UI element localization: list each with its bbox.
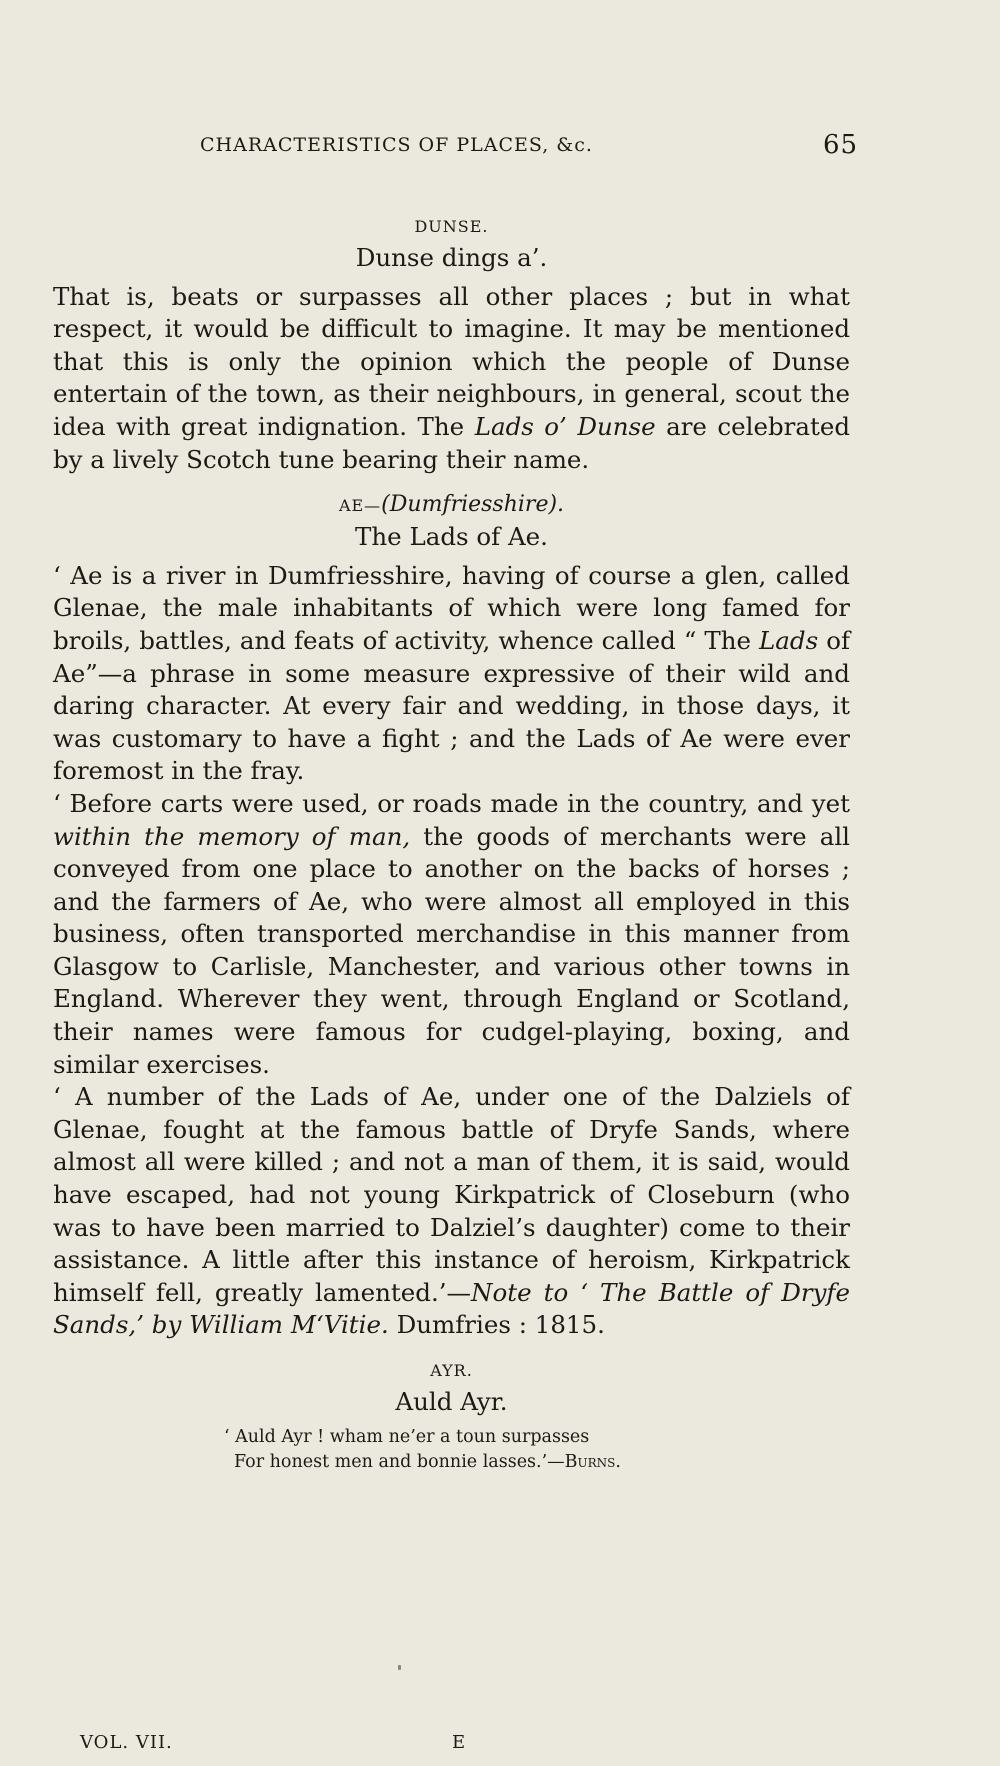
ae-heading-italic: (Dumfriesshire). [381,492,565,518]
page-number: 65 [823,130,859,160]
running-head-title: CHARACTERISTICS OF PLACES, &c. [200,134,593,156]
page-footer [80,1732,480,1753]
verse-author: Burns. [564,1451,621,1472]
ae-p2-italic: within the memory of man, [53,821,411,851]
ae-p3-italic: Note to ‘ The Battle of Dryfe Sands,’ by William M‘Vitie. [53,1277,850,1340]
ae-p1-text: ‘ Ae is a river in Dumfriesshire, having of course a glen, called Glenae, the male inhabitants of which were long famed for broils, battles, and feats of activity, whence called “ The [53,560,850,655]
ae-p2-text: ‘ Before carts were used, or roads made in the country, and yet [53,788,850,818]
paragraph-dunse [53,281,850,477]
paragraph-ae-3 [53,1081,850,1342]
ae-p1-italic: Lads [759,625,819,655]
ae-p1-text-end: of Ae”—a phrase in some measure expressive of their wild and daring character. At every fair and wedding, in those days, it was customary to have a fight ; and the Lads of Ae were ever foremost in the fray. [53,625,851,786]
saying-dunse: Dunse dings a’. [355,243,548,272]
dunse-text-end: are celebrated by a lively Scotch tune bearing their name. [53,411,850,474]
paragraph-ae-1 [53,560,850,788]
section-heading-dunse: DUNSE. [414,217,489,236]
dunse-italic: Lads o’ Dunse [474,411,656,441]
dunse-text: That is, beats or surpasses all other places ; but in what respect, it would be difficult to imagine. It may be mentioned that this is only the opinion which the people of Dunse entertain of the town, as their neighbours, in general, scout the idea with great indignation. The [53,281,850,441]
section-heading-ae [53,490,850,521]
verse-line-2 [224,1450,850,1475]
saying-ayr: Auld Ayr. [395,1387,508,1416]
ae-p3-text-end: Dumfries : 1815. [396,1310,605,1340]
ae-p2-text-end: the goods of merchants were all conveyed from one place to another on the backs of horses ; and the farmers of Ae, who were almost all employed in this business, often transported merchandise in this manner from Glasgow to Carlisle, Manchester, and various other towns in England. Wherever they went, through England or Scotland, their names were famous for cudgel-playing, boxing, and similar exercises. [53,821,850,1079]
paragraph-ae-2 [53,788,850,1081]
ae-p3-text: ‘ A number of the Lads of Ae, under one of the Dalziels of Glenae, fought at the famous battle of Dryfe Sands, where almost all were killed ; and not a man of them, it is said, would have escaped, had not young Kirkpatrick of Closeburn (who was to have been married to Dalziel’s daughter) come to their assistance. A little after this instance of heroism, Kirkpatrick himself fell, greatly lamented.’— [53,1082,850,1307]
volume-label: VOL. VII. [80,1732,173,1753]
signature-mark: E [452,1732,467,1753]
paper-speck [398,1665,401,1670]
saying-ae: The Lads of Ae. [355,522,548,552]
ae-heading-caps: AE— [338,496,382,516]
section-heading-ayr: AYR. [430,1361,473,1380]
page-body [53,212,850,1475]
verse-line-1: ‘ Auld Ayr ! wham ne’er a toun surpasses [224,1426,590,1447]
verse-quote [224,1425,850,1475]
verse-line-2-text: For honest men and bonnie lasses.’— [234,1451,565,1472]
